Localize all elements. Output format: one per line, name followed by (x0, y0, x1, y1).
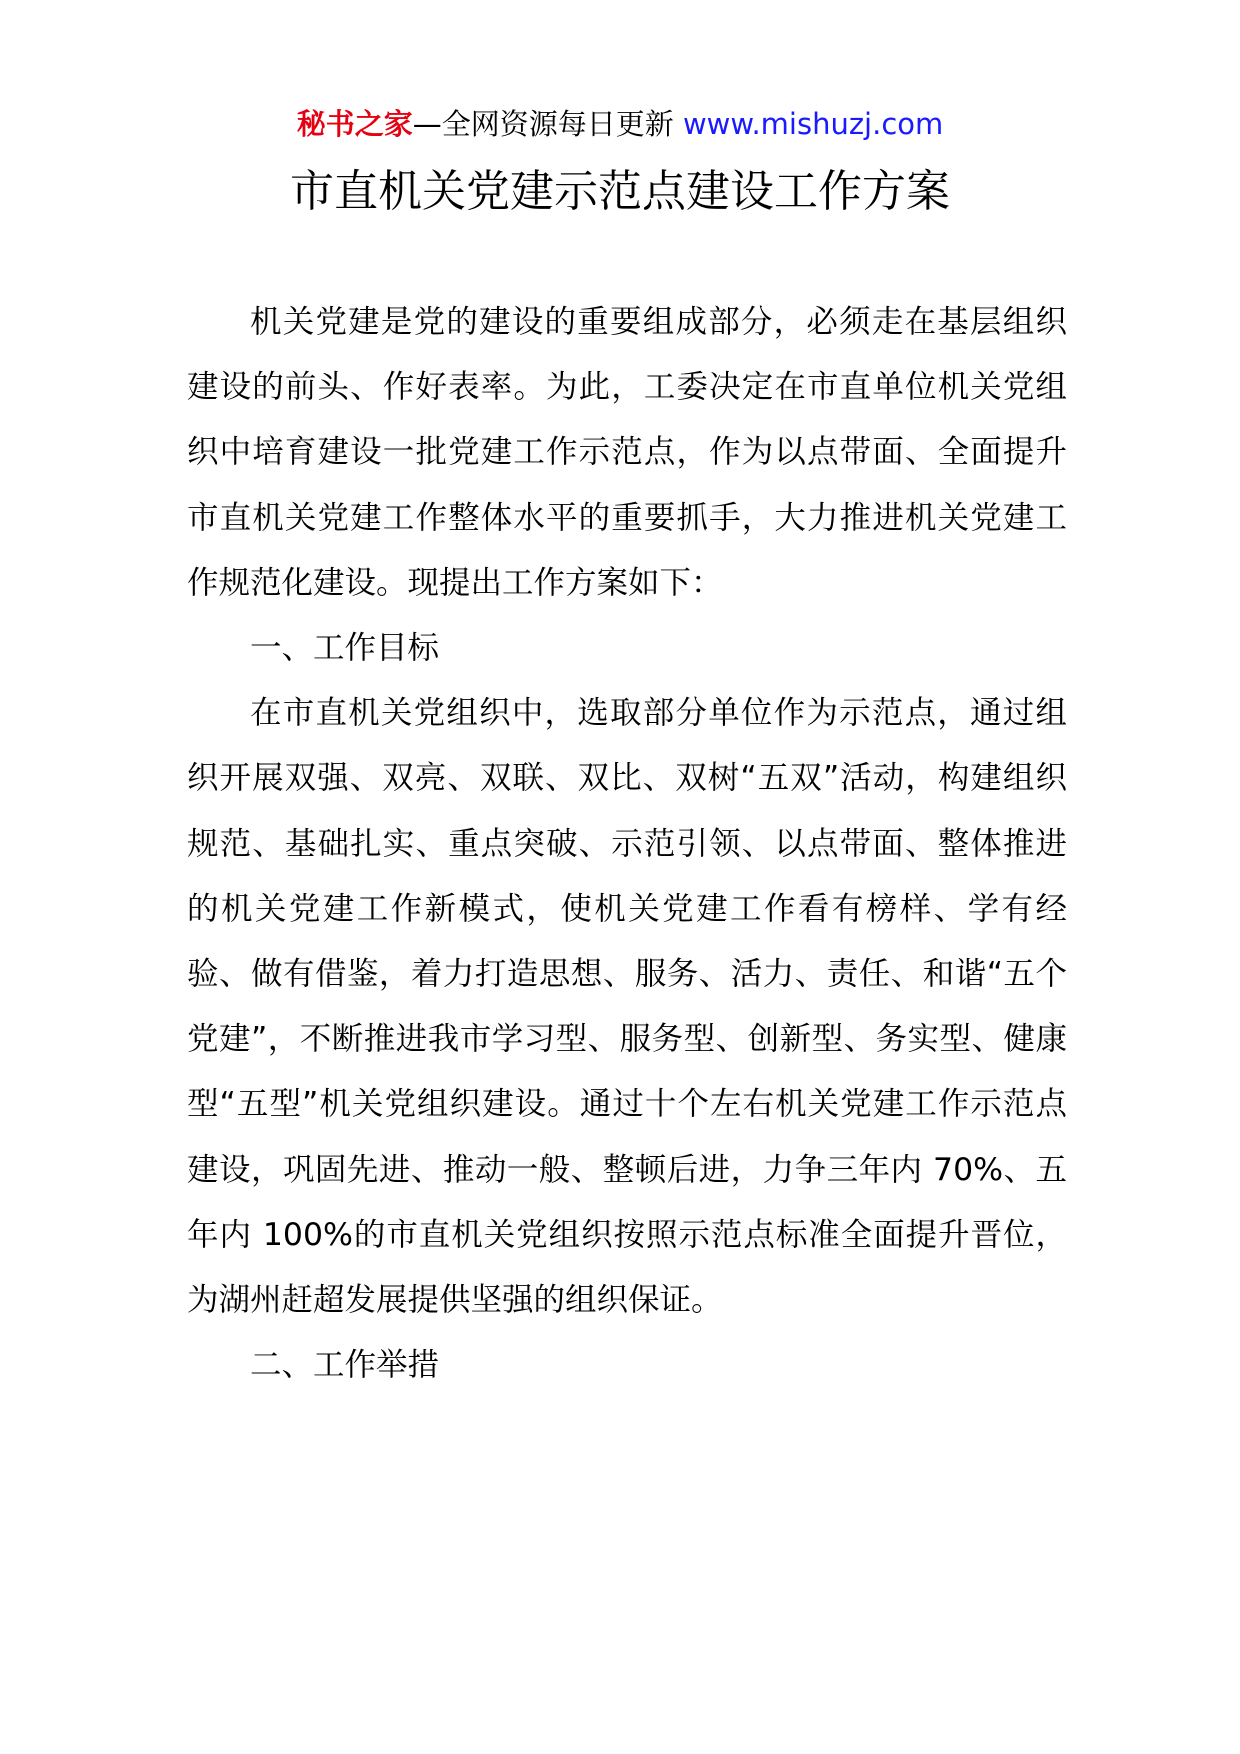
document-body (187, 290, 1067, 1398)
intro-paragraph: 机关党建是党的建设的重要组成部分，必须走在基层组织建设的前头、作好表率。为此，工委决定在市直单位机关党组织中培育建设一批党建工作示范点，作为以点带面、全面提升市直机关党建工作整体水平的重要抓手，大力推进机关党建工作规范化建设。现提出工作方案如下： (187, 304, 1067, 601)
section-heading-goals: 一、工作目标 (250, 630, 440, 667)
site-url-link[interactable]: www.mishuzj.com (682, 107, 944, 141)
section-heading-measures: 二、工作举措 (250, 1347, 440, 1384)
header-slogan: —全网资源每日更新 (412, 107, 683, 141)
goals-paragraph: 在市直机关党组织中，选取部分单位作为示范点，通过组织开展双强、双亮、双联、双比、双树“五双”活动，构建组织规范、基础扎实、重点突破、示范引领、以点带面、整体推进的机关党建工作新模式，使机关党建工作看有榜样、学有经验、做有借鉴，着力打造思想、服务、活力、责任、和谐“五个党建”，不断推进我市学习型、服务型、创新型、务实型、健康型“五型”机关党组织建设。通过十个左右机关党建工作示范点建设，巩固先进、推动一般、整顿后进，力争三年内 70%、五年内 100%的市直机关党组织按照示范点标准全面提升晋位，为湖州赶超发展提供坚强的组织保证。 (187, 695, 1067, 1319)
site-header (0, 100, 1240, 148)
brand-name: 秘书之家 (296, 107, 413, 141)
document-title: 市直机关党建示范点建设工作方案 (290, 166, 950, 217)
